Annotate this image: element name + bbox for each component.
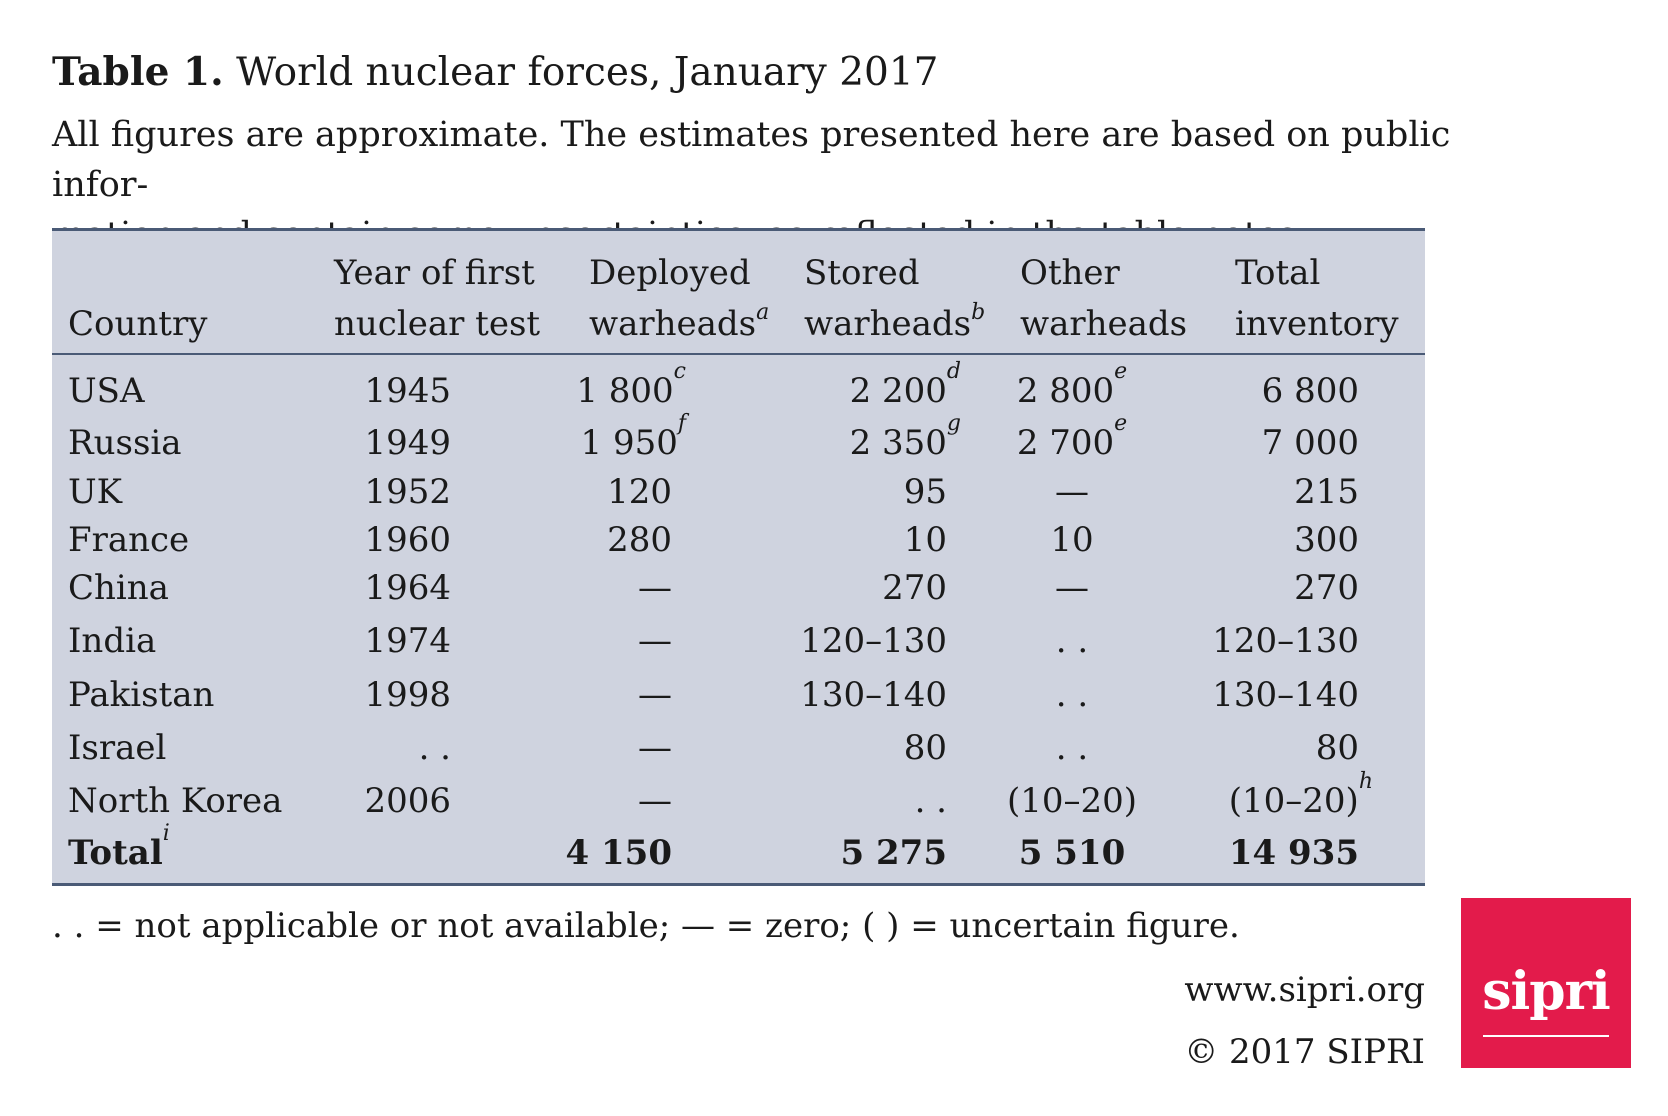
row-india-deployed: — <box>638 621 672 661</box>
row-china-stored: 270 <box>882 568 947 608</box>
row-france-other: 10 <box>1050 520 1094 560</box>
row-pakistan-deployed: — <box>638 675 672 715</box>
row-russia-deployed: 1 950$^f$ <box>580 410 686 463</box>
row-israel-other: . . <box>1055 728 1089 768</box>
total-row-total: 14 935 <box>1228 833 1359 873</box>
header-other: Other warheads <box>1020 253 1188 344</box>
header-total: Total inventory <box>1235 253 1399 344</box>
row-israel-country: Israel <box>68 728 167 768</box>
logo-wordmark: sipri <box>1482 961 1610 1022</box>
description-line-1: All figures are approximate. The estimates presented here are based on public infor- <box>52 115 1451 205</box>
row-india-total: 120–130 <box>1212 621 1359 661</box>
row-russia-year: 1949 <box>364 423 451 463</box>
total-row-stored: 5 275 <box>840 833 947 873</box>
row-usa-year: 1945 <box>364 371 451 411</box>
row-china-country: China <box>68 568 169 608</box>
table-title-text: World nuclear forces, January 2017 <box>236 50 939 95</box>
row-china-deployed: — <box>638 568 672 608</box>
row-china-other: — <box>1055 568 1089 608</box>
row-france-year: 1960 <box>364 520 451 560</box>
row-north-korea-total: $(10-20)^h$ <box>1228 768 1373 821</box>
row-india-stored: 120–130 <box>800 621 947 661</box>
total-row-label: Total$^i$ <box>68 820 170 873</box>
header-stored: Stored warheads$^b$ <box>804 253 986 344</box>
row-usa-stored: 2 200$^d$ <box>849 358 961 411</box>
row-russia-other: 2 700e <box>1016 410 1128 463</box>
row-uk-deployed: 120 <box>607 472 672 512</box>
row-france-total: 300 <box>1294 520 1359 560</box>
row-usa-total: 6 800 <box>1261 371 1359 411</box>
row-russia-total: 7 000 <box>1261 423 1359 463</box>
row-india-other: . . <box>1055 621 1089 661</box>
row-pakistan-country: Pakistan <box>68 675 215 715</box>
row-north-korea-stored: . . <box>914 781 947 821</box>
row-china-total: 270 <box>1294 568 1359 608</box>
logo-underline <box>1483 1035 1609 1037</box>
row-uk-total: 215 <box>1294 472 1359 512</box>
table-title <box>52 46 938 99</box>
total-row-other: 5 510 <box>1018 833 1126 873</box>
row-north-korea-deployed: — <box>638 781 672 821</box>
header-rule <box>52 353 1425 355</box>
row-france-stored: 10 <box>903 520 947 560</box>
table-number: Table 1. <box>52 49 224 95</box>
nuclear-forces-table <box>52 228 1425 886</box>
row-pakistan-stored: 130–140 <box>800 675 947 715</box>
row-russia-stored: 2 350$^g$ <box>849 410 961 463</box>
row-north-korea-other: (10–20) <box>1006 781 1138 821</box>
row-usa-other: 2 800e <box>1016 358 1128 411</box>
row-pakistan-year: 1998 <box>364 675 451 715</box>
row-israel-stored: 80 <box>903 728 947 768</box>
row-uk-country: UK <box>68 472 123 512</box>
sipri-logo <box>1461 898 1631 1068</box>
row-india-year: 1974 <box>364 621 451 661</box>
row-usa-country: USA <box>68 371 145 411</box>
table-legend: . . = not applicable or not available; — = zero; ( ) = uncertain figure. <box>52 906 1240 946</box>
header-deployed: Deployed warheads$^a$ <box>589 253 770 344</box>
row-north-korea-country: North Korea <box>68 781 283 821</box>
row-israel-total: 80 <box>1315 728 1359 768</box>
copyright-notice: © 2017 SIPRI <box>1184 1032 1425 1072</box>
total-row-deployed: 4 150 <box>565 833 672 873</box>
row-pakistan-total: 130–140 <box>1212 675 1359 715</box>
row-usa-deployed: 1 800$^c$ <box>576 358 686 411</box>
row-uk-stored: 95 <box>903 472 947 512</box>
row-pakistan-other: . . <box>1055 675 1089 715</box>
row-russia-country: Russia <box>68 423 182 463</box>
row-france-deployed: 280 <box>607 520 672 560</box>
header-year: Year of first nuclear test <box>334 253 541 344</box>
row-uk-year: 1952 <box>364 472 451 512</box>
row-north-korea-year: 2006 <box>364 781 451 821</box>
source-url[interactable]: www.sipri.org <box>1184 970 1425 1010</box>
header-country: Country <box>68 304 208 344</box>
row-israel-year: . . <box>418 728 451 768</box>
row-france-country: France <box>68 520 190 560</box>
row-china-year: 1964 <box>364 568 451 608</box>
row-uk-other: — <box>1055 472 1089 512</box>
row-india-country: India <box>68 621 157 661</box>
row-israel-deployed: — <box>638 728 672 768</box>
